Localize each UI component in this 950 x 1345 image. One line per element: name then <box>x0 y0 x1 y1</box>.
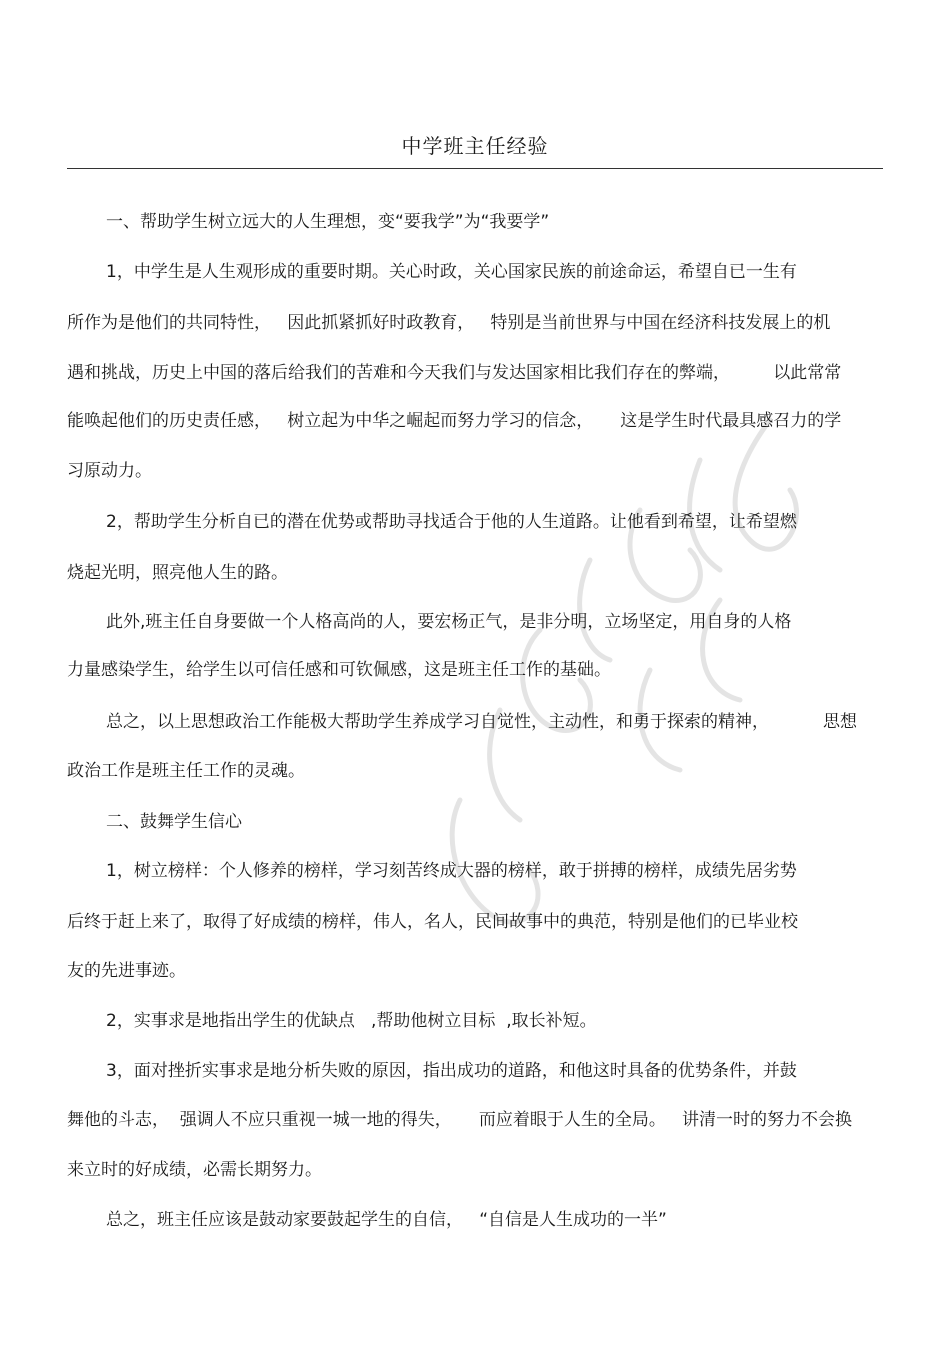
paragraph-line: 所作为是他们的共同特性， 因此抓紧抓好时政教育， 特别是当前世界与中国在经济科技发展上的机 <box>67 313 831 333</box>
paragraph-line: 1，树立榜样：个人修养的榜样，学习刻苦终成大器的榜样，敢于拼搏的榜样，成绩先居劣势 <box>106 861 797 881</box>
paragraph-line: 此外,班主任自身要做一个人格高尚的人，要宏杨正气，是非分明，立场坚定，用自身的人格 <box>106 612 792 632</box>
paragraph-line: 来立时的好成绩，必需长期努力。 <box>67 1160 322 1180</box>
paragraph-line: 总之，以上思想政治工作能极大帮助学生养成学习自觉性，主动性，和勇于探索的精神， 思想 <box>106 712 858 732</box>
page-title: 中学班主任经验 <box>401 134 549 158</box>
paragraph-line: 遇和挑战，历史上中国的落后给我们的苦难和今天我们与发达国家相比我们存在的弊端， 以此常常 <box>67 363 842 383</box>
section-heading-1: 一、帮助学生树立远大的人生理想，变“要我学”为“我要学” <box>106 212 550 232</box>
paragraph-line: 舞他的斗志， 强调人不应只重视一城一地的得失， 而应着眼于人生的全局。 讲清一时的努力不会换 <box>67 1110 853 1130</box>
title-divider <box>67 168 883 169</box>
paragraph-line: 3，面对挫折实事求是地分析失败的原因，指出成功的道路，和他这时具备的优势条件，并鼓 <box>106 1061 797 1081</box>
paragraph-line: 2，实事求是地指出学生的优缺点 ,帮助他树立目标 ,取长补短。 <box>106 1011 597 1031</box>
paragraph-line: 后终于赶上来了，取得了好成绩的榜样，伟人，名人，民间故事中的典范，特别是他们的已毕业校 <box>67 912 798 932</box>
paragraph-line: 1，中学生是人生观形成的重要时期。关心时政，关心国家民族的前途命运，希望自已一生有 <box>106 262 797 282</box>
paragraph-line: 力量感染学生，给学生以可信任感和可钦佩感，这是班主任工作的基础。 <box>67 660 611 680</box>
paragraph-line: 烧起光明，照亮他人生的路。 <box>67 563 288 583</box>
paragraph-line: 能唤起他们的历史责任感， 树立起为中华之崛起而努力学习的信念， 这是学生时代最具感召力的学 <box>67 411 842 431</box>
paragraph-line: 总之，班主任应该是鼓动家要鼓起学生的自信， “自信是人生成功的一半” <box>106 1210 667 1230</box>
paragraph-line: 2，帮助学生分析自已的潜在优势或帮助寻找适合于他的人生道路。让他看到希望，让希望燃 <box>106 512 797 532</box>
section-heading-2: 二、鼓舞学生信心 <box>106 812 242 832</box>
paragraph-line: 政治工作是班主任工作的灵魂。 <box>67 761 305 781</box>
paragraph-line: 习原动力。 <box>67 461 152 481</box>
paragraph-line: 友的先进事迹。 <box>67 961 186 981</box>
